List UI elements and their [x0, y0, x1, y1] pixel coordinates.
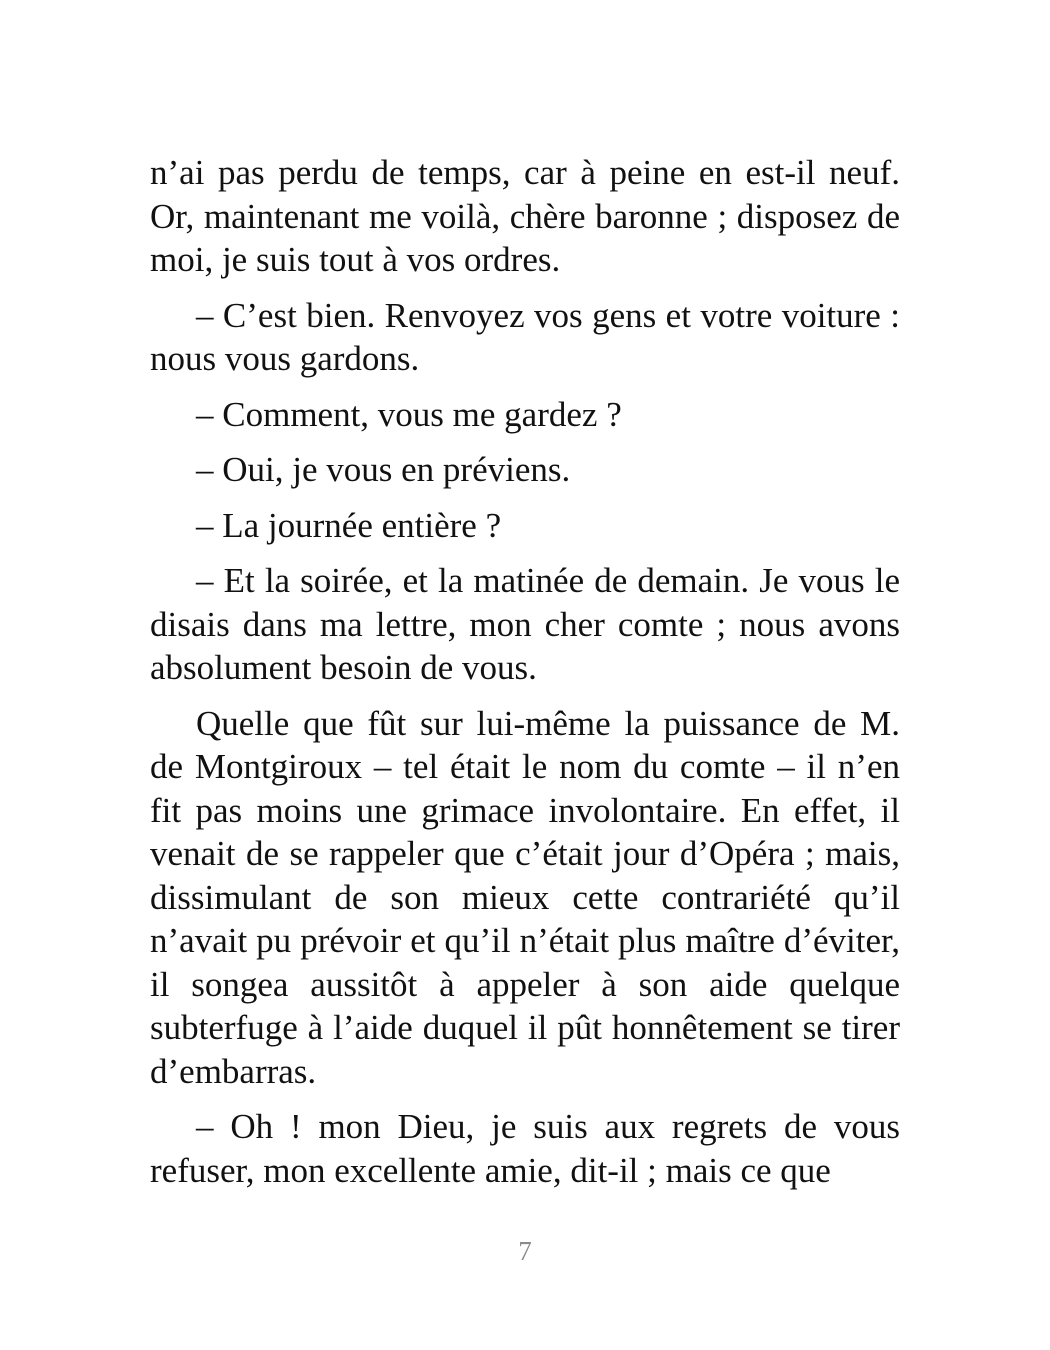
paragraph-dialogue: – Et la soirée, et la matinée de demain. Je vous le disais dans ma lettre, mon cher comte ; nous avons absolument besoin de vous. — [150, 561, 900, 687]
paragraph-dialogue: – C’est bien. Renvoyez vos gens et votre voiture : nous vous gardons. — [150, 295, 900, 378]
paragraph-dialogue: – La journée entière ? — [196, 505, 502, 545]
paragraph-narration: Quelle que fût sur lui-même la puissance de M. de Montgiroux – tel était le nom du comte – il n’en fit pas moins une grimace involontaire. En effet, il venait de se rappeler que c’était jour d’Opéra ; mais, dissimulant de son mieux cette contrariété qu’il n’avait pu prévoir et qu’il n’était plus maître d’éviter, il songea aussitôt à appeler à son aide quelque subterfuge à l’aide duquel il pût honnêtement se tirer d’embarras. — [150, 703, 900, 1091]
body-text — [150, 151, 900, 1204]
page-number: 7 — [518, 1236, 532, 1266]
paragraph-dialogue: – Oh ! mon Dieu, je suis aux regrets de vous refuser, mon excellente amie, dit-il ; mais ce que — [150, 1107, 900, 1190]
paragraph-dialogue: – Oui, je vous en préviens. — [196, 450, 571, 489]
paragraph-continuation: n’ai pas perdu de temps, car à peine en est-il neuf. Or, maintenant me voilà, chère baronne ; disposez de moi, je suis tout à vos ordres. — [150, 153, 900, 279]
paragraph-dialogue: – Comment, vous me gardez ? — [196, 394, 622, 434]
